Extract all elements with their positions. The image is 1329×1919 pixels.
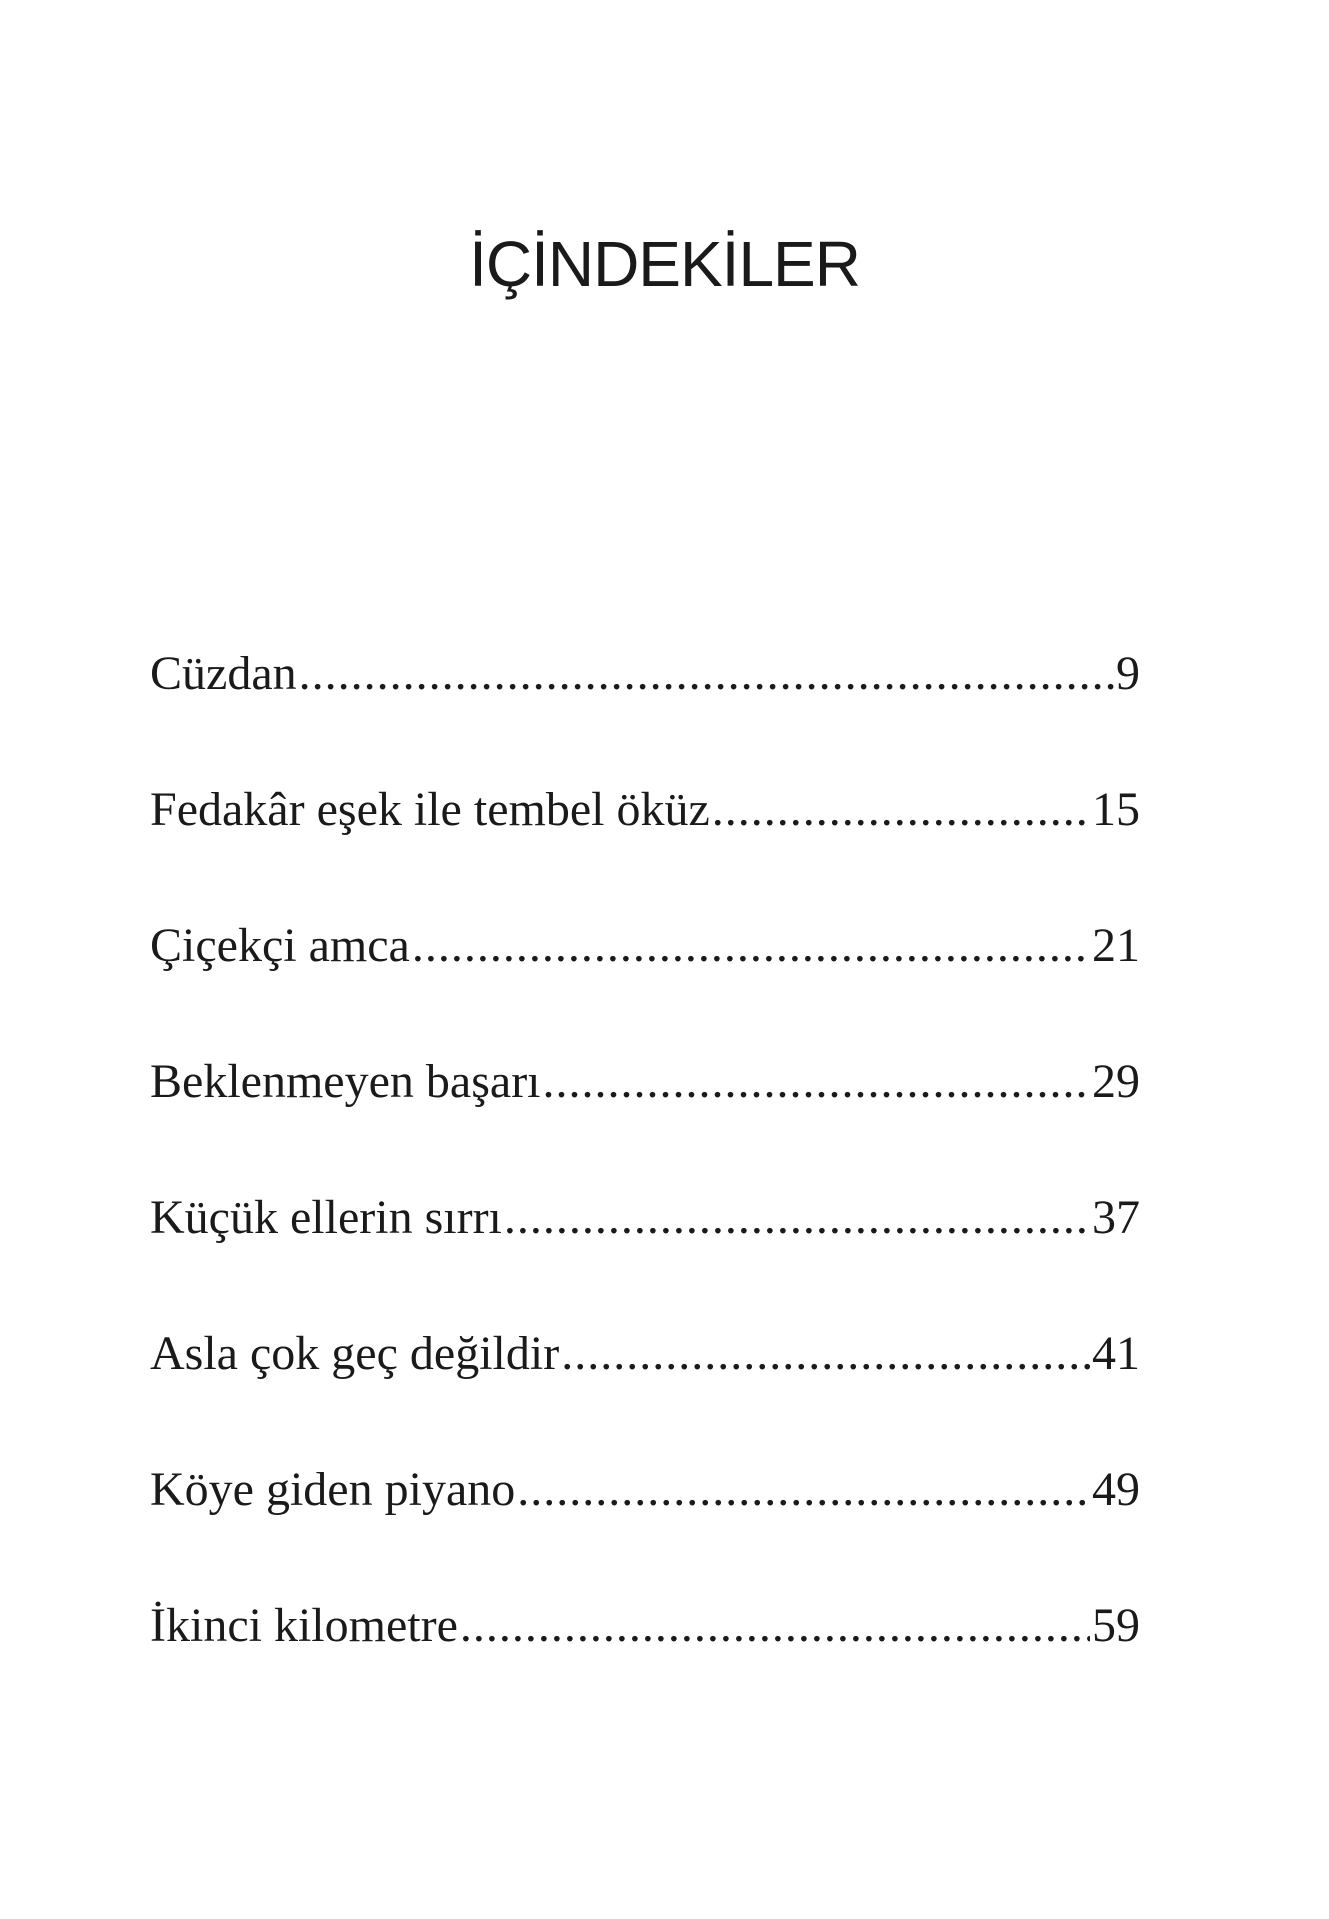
toc-dot-leader	[504, 1184, 1090, 1252]
toc-entry-page-number: 41	[1092, 1327, 1140, 1380]
toc-entry[interactable]	[150, 1456, 1140, 1592]
toc-entry[interactable]	[150, 1184, 1140, 1320]
toc-dot-leader	[412, 912, 1090, 980]
toc-dot-leader	[561, 1320, 1090, 1388]
toc-entry-page-number: 29	[1092, 1055, 1140, 1108]
toc-entry-title: Cüzdan	[150, 647, 297, 700]
toc-entry-title: İkinci kilometre	[150, 1599, 458, 1652]
toc-entry-page-number: 15	[1092, 783, 1140, 836]
toc-dot-leader	[517, 1456, 1090, 1524]
toc-entry-page-number: 37	[1092, 1191, 1140, 1244]
toc-entry[interactable]	[150, 1320, 1140, 1456]
page-title: İÇİNDEKİLER	[469, 228, 860, 300]
toc-dot-leader	[712, 776, 1090, 844]
toc-entry-title: Beklenmeyen başarı	[150, 1055, 541, 1108]
table-of-contents	[150, 640, 1140, 1728]
toc-entry-page-number: 21	[1092, 919, 1140, 972]
toc-entry-title: Çiçekçi amca	[150, 919, 410, 972]
toc-dot-leader	[543, 1048, 1090, 1116]
toc-dot-leader	[460, 1592, 1090, 1660]
toc-entry-page-number: 49	[1092, 1463, 1140, 1516]
toc-dot-leader	[299, 640, 1114, 708]
toc-entry[interactable]	[150, 1048, 1140, 1184]
toc-entry-title: Fedakâr eşek ile tembel öküz	[150, 783, 710, 836]
toc-entry-title: Köye giden piyano	[150, 1463, 516, 1516]
toc-entry[interactable]	[150, 1592, 1140, 1728]
toc-entry-page-number: 59	[1092, 1599, 1140, 1652]
toc-entry[interactable]	[150, 912, 1140, 1048]
toc-entry-title: Küçük ellerin sırrı	[150, 1191, 502, 1244]
toc-entry[interactable]	[150, 776, 1140, 912]
toc-entry-page-number: 9	[1116, 647, 1140, 700]
toc-entry-title: Asla çok geç değildir	[150, 1327, 560, 1380]
toc-entry[interactable]	[150, 640, 1140, 776]
